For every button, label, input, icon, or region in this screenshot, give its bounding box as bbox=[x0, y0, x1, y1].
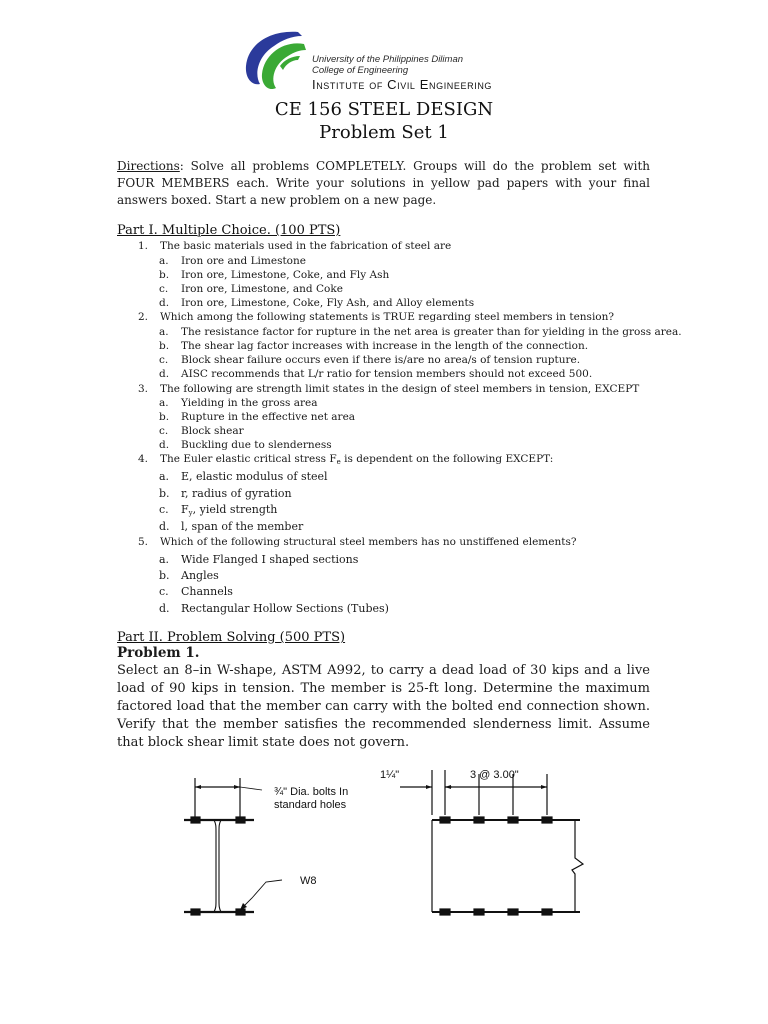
q3-option-b: b. Rupture in the effective net area bbox=[159, 411, 356, 423]
question-3: 3. The following are strength limit states in the design of steel members in tension, EXCEPT bbox=[138, 383, 640, 395]
edge-distance-label: 1¼" bbox=[380, 769, 400, 781]
course-title: CE 156 STEEL DESIGN bbox=[274, 99, 494, 120]
q1-option-d: d. Iron ore, Limestone, Coke, Fly Ash, and Alloy elements bbox=[159, 297, 475, 309]
bolt-note-line1: ¾" Dia. bolts In bbox=[274, 786, 349, 798]
section-label-w8: W8 bbox=[300, 875, 317, 887]
question-2: 2. Which among the following statements is TRUE regarding steel members in tension? bbox=[138, 311, 615, 323]
directions-paragraph bbox=[117, 158, 650, 209]
problem-1-label: Problem 1. bbox=[117, 645, 200, 661]
q5-option-c: c. Channels bbox=[159, 585, 233, 598]
institute-logo-block bbox=[240, 26, 540, 94]
q1-option-c: c. Iron ore, Limestone, and Coke bbox=[159, 283, 343, 295]
part1-heading: Part I. Multiple Choice. (100 PTS) bbox=[117, 223, 341, 238]
q5-option-d: d. Rectangular Hollow Sections (Tubes) bbox=[159, 602, 389, 615]
question-1: 1. The basic materials used in the fabrication of steel are bbox=[138, 240, 452, 252]
q3-option-d: d. Buckling due to slenderness bbox=[159, 439, 332, 451]
q5-option-a: a. Wide Flanged I shaped sections bbox=[159, 553, 359, 566]
bolt-note-line2: standard holes bbox=[274, 799, 347, 811]
q1-option-a: a. Iron ore and Limestone bbox=[159, 255, 306, 267]
bolted-connection-figure bbox=[170, 760, 600, 935]
w-section-end-view bbox=[184, 778, 282, 915]
q3-option-a: a. Yielding in the gross area bbox=[159, 397, 318, 409]
q1-option-b: b. Iron ore, Limestone, Coke, and Fly Ash bbox=[159, 269, 390, 281]
question-4: 4. The Euler elastic critical stress $F_e$ is dependent on the following EXCEPT: bbox=[138, 453, 554, 466]
directions-label: Directions bbox=[117, 159, 180, 173]
question-5: 5. Which of the following structural steel members has no unstiffened elements? bbox=[138, 536, 577, 548]
q2-option-d: d. AISC recommends that L/r ratio for tension members should not exceed 500. bbox=[159, 368, 593, 380]
q3-option-c: c. Block shear bbox=[159, 425, 244, 437]
problem-set-title: Problem Set 1 bbox=[319, 122, 449, 143]
institute-name: Institute of Civil Engineering bbox=[312, 77, 493, 92]
directions-text: : Solve all problems COMPLETELY. Groups will do the problem set with FOUR MEMBERS each. Write your solutions in yellow pad papers with your final answers boxed. Start a new problem on a new page. bbox=[117, 159, 650, 207]
connection-plan-view bbox=[400, 770, 583, 915]
part2-heading: Part II. Problem Solving (500 PTS) bbox=[117, 630, 346, 645]
q2-option-a: a. The resistance factor for rupture in the net area is greater than for yielding in the gross area. bbox=[159, 326, 682, 338]
college-name: College of Engineering bbox=[312, 65, 409, 76]
q5-option-b: b. Angles bbox=[159, 569, 219, 582]
problem-1-statement: Select an 8–in W-shape, ASTM A992, to carry a dead load of 30 kips and a live load of 90 kips in tension. The member is 25-ft long. Determine the maximum factored load that the member can carry with the bolted end connection shown. Verify that the member satisfies the recommended slenderness limit. Assume that block shear limit state does not govern. bbox=[117, 663, 650, 750]
q4-option-a: a. E, elastic modulus of steel bbox=[159, 470, 328, 483]
q2-option-b: b. The shear lag factor increases with increase in the length of the connection. bbox=[159, 340, 589, 352]
university-name: University of the Philippines Diliman bbox=[312, 54, 464, 65]
q4-option-d: d. l, span of the member bbox=[159, 520, 304, 533]
q4-option-b: b. r, radius of gyration bbox=[159, 487, 292, 500]
q2-option-c: c. Block shear failure occurs even if there is/are no area/s of tension rupture. bbox=[159, 354, 581, 366]
bolt-spacing-label: 3 @ 3.00" bbox=[470, 769, 519, 781]
q4-option-c: c. $F_y$, yield strength bbox=[159, 503, 278, 517]
